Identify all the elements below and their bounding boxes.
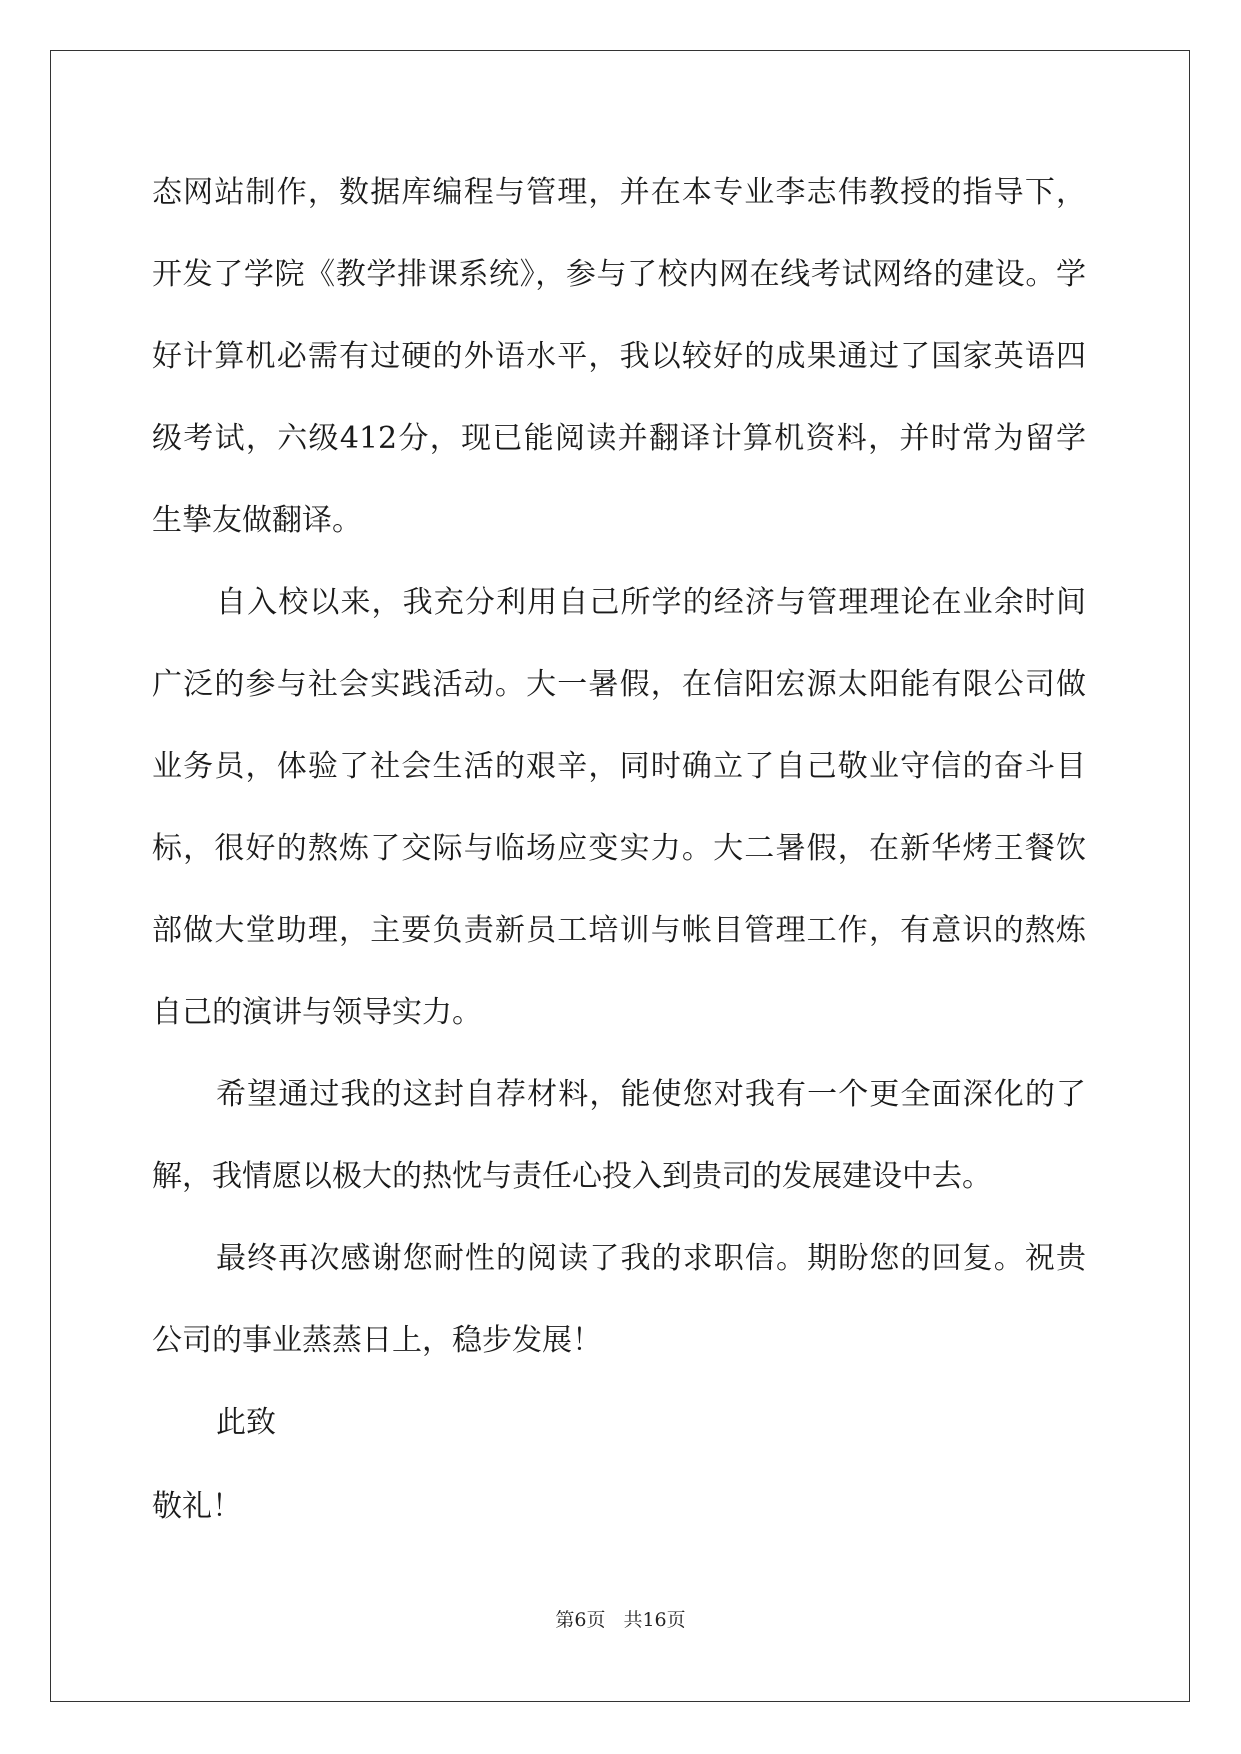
document-body [152,152,1086,1548]
text-line: 业务员，体验了社会生活的艰辛，同时确立了自己敬业守信的奋斗目 [152,749,1086,784]
page-number: 第6页 [555,1609,606,1631]
page-footer [0,1608,1241,1632]
text-line: 态网站制作，数据库编程与管理，并在本专业李志伟教授的指导下， [152,175,1086,210]
text-line: 好计算机必需有过硬的外语水平，我以较好的成果通过了国家英语四 [152,339,1086,374]
salutation-line: 此致 [216,1405,276,1440]
closing-line: 敬礼！ [152,1489,242,1524]
paragraph-start-line: 希望通过我的这封自荐材料，能使您对我有一个更全面深化的了 [216,1077,1086,1112]
page-total: 共16页 [623,1609,686,1631]
text-line: 公司的事业蒸蒸日上，稳步发展！ [152,1323,602,1358]
text-line: 标，很好的熬炼了交际与临场应变实力。大二暑假，在新华烤王餐饮 [152,831,1086,866]
paragraph-start-line: 自入校以来，我充分利用自己所学的经济与管理理论在业余时间 [216,585,1086,620]
text-line: 生挚友做翻译。 [152,503,362,538]
text-line: 解，我情愿以极大的热忱与责任心投入到贵司的发展建设中去。 [152,1159,992,1194]
text-line: 部做大堂助理，主要负责新员工培训与帐目管理工作，有意识的熬炼 [152,913,1086,948]
text-line: 广泛的参与社会实践活动。大一暑假，在信阳宏源太阳能有限公司做 [152,667,1086,702]
text-line: 自己的演讲与领导实力。 [152,995,482,1030]
paragraph-start-line: 最终再次感谢您耐性的阅读了我的求职信。期盼您的回复。祝贵 [216,1241,1086,1276]
text-line: 级考试，六级412分，现已能阅读并翻译计算机资料，并时常为留学 [152,421,1086,456]
text-line: 开发了学院《教学排课系统》，参与了校内网在线考试网络的建设。学 [152,257,1086,292]
